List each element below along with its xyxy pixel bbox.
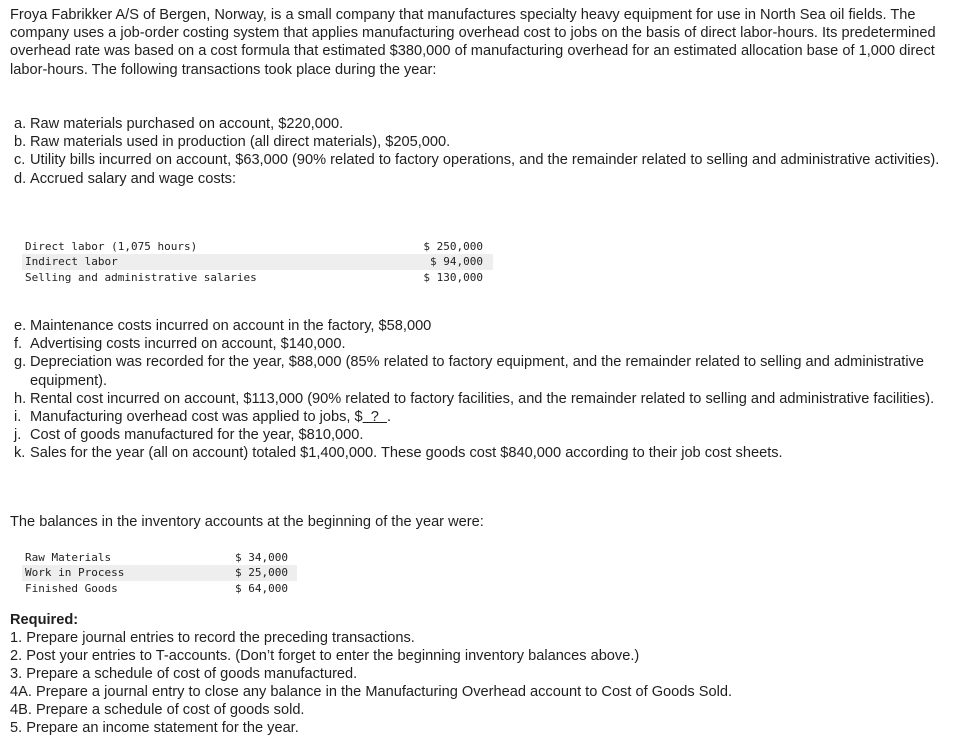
item-text: Accrued salary and wage costs: bbox=[30, 170, 237, 187]
item-text: Raw materials purchased on account, $220,000. bbox=[30, 116, 344, 132]
table-row bbox=[22, 239, 493, 254]
row-label: Finished Goods bbox=[25, 581, 118, 595]
table-row bbox=[22, 581, 297, 596]
transaction-item bbox=[14, 133, 954, 151]
row-amount: $ 250,000 bbox=[423, 240, 483, 253]
required-title: Required: bbox=[10, 612, 79, 628]
item-text: Maintenance costs incurred on account in the factory, $58,000 bbox=[30, 318, 432, 334]
required-item: 2. Post your entries to T-accounts. (Don’t forget to enter the beginning inventory balances above.) bbox=[10, 648, 640, 664]
transaction-item bbox=[14, 353, 944, 389]
item-text: Manufacturing overhead cost was applied to jobs, $ bbox=[30, 409, 363, 426]
transaction-item bbox=[14, 426, 944, 444]
item-label: d. bbox=[14, 170, 27, 187]
item-label: g. bbox=[14, 354, 27, 371]
item-text: Raw materials used in production (all direct materials), $205,000. bbox=[30, 134, 451, 151]
applied-overhead-blank: ? bbox=[362, 409, 387, 426]
item-text: Utility bills incurred on account, $63,000 (90% related to factory operations, and the remainder related to selling and administrative activities). bbox=[30, 152, 940, 169]
item-label: e. bbox=[14, 318, 27, 334]
item-label: f. bbox=[14, 336, 23, 353]
item-text: Cost of goods manufactured for the year, $810,000. bbox=[30, 427, 364, 444]
item-label: j. bbox=[14, 427, 22, 444]
item-text: Depreciation was recorded for the year, $88,000 (85% related to factory equipment, and the remainder related to selling and administrative equipment). bbox=[30, 354, 924, 389]
table-row bbox=[22, 565, 297, 580]
row-label: Work in Process bbox=[22, 565, 200, 580]
item-text: Sales for the year (all on account) totaled $1,400,000. These goods cost $840,000 according to their job cost sheets. bbox=[30, 445, 783, 462]
required-item: 4B. Prepare a schedule of cost of goods sold. bbox=[10, 702, 305, 718]
transaction-item bbox=[14, 170, 954, 188]
required-item: 5. Prepare an income statement for the year. bbox=[10, 720, 299, 736]
inventory-table bbox=[22, 550, 297, 596]
row-label: Selling and administrative salaries bbox=[25, 270, 257, 284]
item-text: Rental cost incurred on account, $113,000 (90% related to factory facilities, and the remainder related to selling and administrative facilities). bbox=[30, 390, 935, 407]
transaction-item bbox=[14, 335, 944, 353]
item-label: c. bbox=[14, 152, 26, 169]
balances-intro: The balances in the inventory accounts at the beginning of the year were: bbox=[10, 514, 484, 530]
item-label: k. bbox=[14, 445, 26, 462]
table-row bbox=[22, 550, 297, 565]
transaction-item bbox=[14, 390, 944, 408]
transaction-item bbox=[14, 444, 944, 462]
row-label: Raw Materials bbox=[25, 551, 112, 564]
transaction-item bbox=[14, 408, 944, 426]
row-label: Direct labor (1,075 hours) bbox=[25, 240, 198, 253]
transaction-item bbox=[14, 151, 954, 169]
row-amount: $ 25,000 bbox=[200, 565, 297, 580]
item-label: a. bbox=[14, 116, 27, 132]
transaction-item bbox=[14, 115, 954, 133]
item-label: b. bbox=[14, 134, 27, 151]
item-label: h. bbox=[14, 390, 27, 407]
required-section bbox=[10, 611, 950, 737]
required-item: 4A. Prepare a journal entry to close any balance in the Manufacturing Overhead account to Cost of Goods Sold. bbox=[10, 684, 733, 700]
item-text: Advertising costs incurred on account, $140,000. bbox=[30, 336, 346, 353]
row-amount: $ 64,000 bbox=[235, 581, 288, 595]
required-item: 1. Prepare journal entries to record the preceding transactions. bbox=[10, 630, 415, 646]
row-amount: $ 94,000 bbox=[385, 254, 493, 269]
table-row bbox=[22, 254, 493, 269]
row-label: Indirect labor bbox=[22, 254, 385, 269]
item-suffix: . bbox=[386, 409, 392, 426]
transaction-list-a-d bbox=[14, 115, 954, 188]
row-amount: $ 34,000 bbox=[235, 551, 288, 564]
transaction-item bbox=[14, 317, 944, 335]
required-item: 3. Prepare a schedule of cost of goods manufactured. bbox=[10, 666, 358, 682]
intro-paragraph: Froya Fabrikker A/S of Bergen, Norway, is a small company that manufactures specialty heavy equipment for use in North Sea oil fields. The company uses a job-order costing system that applies manufacturing overhead cost to jobs on the basis of direct labor-hours. Its predetermined overhead rate was based on a cost formula that estimated $380,000 of manufacturing overhead for an estimated allocation base of 1,000 direct labor-hours. The following transactions took place during the year: bbox=[10, 7, 936, 78]
wage-table bbox=[22, 239, 493, 285]
transaction-list-e-k bbox=[14, 317, 944, 463]
row-amount: $ 130,000 bbox=[423, 270, 483, 284]
table-row bbox=[22, 270, 493, 285]
item-label: i. bbox=[14, 409, 22, 426]
